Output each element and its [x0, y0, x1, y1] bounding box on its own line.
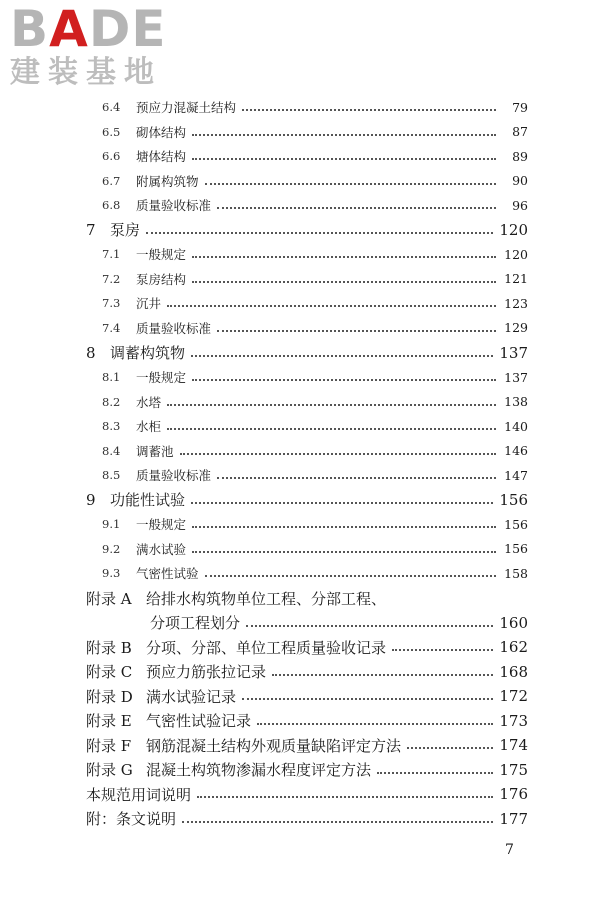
- toc-entry-page: 123: [504, 295, 528, 311]
- toc-entry-page: 147: [504, 467, 528, 483]
- toc-entry-page: 168: [499, 662, 528, 681]
- toc-entry-title: 沉井: [136, 296, 162, 312]
- toc-entry[interactable]: [102, 121, 528, 143]
- toc-entry-title: 预应力筋张拉记录: [146, 663, 267, 682]
- dot-leader: [167, 428, 496, 430]
- toc-entry[interactable]: [86, 587, 528, 609]
- toc-entry-page: 177: [499, 809, 528, 828]
- toc-entry[interactable]: [150, 612, 528, 634]
- logo: [10, 0, 185, 90]
- toc-entry-number: 附录 C: [86, 663, 133, 682]
- toc-entry-page: 138: [504, 394, 528, 410]
- toc-entry-page: 156: [499, 490, 528, 509]
- dot-leader: [182, 821, 493, 823]
- dot-leader: [217, 477, 496, 479]
- toc-entry-title: 预应力混凝土结构: [136, 100, 237, 115]
- toc-entry-page: 146: [504, 443, 528, 459]
- toc-entry[interactable]: [102, 464, 528, 486]
- toc-entry-number: 附录 G: [86, 761, 133, 780]
- toc-entry-page: 120: [499, 220, 528, 239]
- toc-entry-title: 调蓄构筑物: [110, 344, 186, 362]
- toc-entry-page: 156: [504, 541, 528, 557]
- dot-leader: [192, 134, 496, 136]
- page-number: 7: [505, 842, 514, 858]
- dot-leader: [180, 453, 496, 455]
- toc-entry-number: 7.4: [102, 320, 121, 335]
- dot-leader: [191, 502, 493, 504]
- toc-entry[interactable]: [86, 710, 528, 732]
- toc-entry-number: 9.3: [102, 566, 121, 581]
- dot-leader: [167, 404, 496, 406]
- dot-leader: [205, 183, 496, 185]
- toc-entry-number: 6.6: [102, 149, 121, 164]
- toc-entry-title: 水塔: [136, 394, 162, 410]
- dot-leader: [192, 551, 496, 553]
- toc-entry-title: 塘体结构: [136, 149, 187, 165]
- toc-entry-title: 泵房结构: [136, 271, 187, 287]
- toc-entry[interactable]: [86, 783, 528, 805]
- toc-entry-number: 6.8: [102, 198, 121, 213]
- toc-entry-number: 8: [86, 343, 96, 362]
- toc-entry-number: 9: [86, 490, 96, 509]
- toc-entry-title: 气密性试验: [136, 566, 199, 582]
- toc-entry[interactable]: [102, 317, 528, 339]
- toc-entry[interactable]: [86, 219, 528, 241]
- toc-entry-title: 泵房: [110, 221, 141, 240]
- toc-entry[interactable]: [102, 243, 528, 265]
- toc-entry-number: 7.3: [102, 296, 121, 311]
- toc-entry-page: 87: [512, 124, 528, 140]
- toc-entry-title: 分项工程划分: [150, 614, 241, 633]
- toc-entry[interactable]: [102, 513, 528, 535]
- toc-entry[interactable]: [102, 268, 528, 290]
- toc-entry-title: 附属构筑物: [136, 173, 199, 189]
- toc-entry-number: 7: [86, 220, 96, 239]
- toc-entry-number: 8.2: [102, 394, 121, 409]
- toc-entry-page: 162: [499, 638, 528, 657]
- toc-entry-title: 功能性试验: [110, 491, 186, 510]
- dot-leader: [192, 158, 496, 160]
- dot-leader: [377, 772, 493, 774]
- toc-entry-page: 137: [499, 343, 528, 362]
- toc-entry-page: 174: [499, 736, 528, 755]
- dot-leader: [146, 232, 493, 234]
- toc-entry-title: 混凝土构筑物渗漏水程度评定方法: [146, 761, 372, 780]
- dot-leader: [272, 674, 493, 676]
- toc-entry-number: 附录 A: [86, 589, 132, 608]
- dot-leader: [246, 625, 493, 627]
- toc-entry-number: 附录 D: [86, 687, 133, 706]
- logo-wordmark: BADE: [10, 0, 167, 58]
- toc-entry-number: 7.2: [102, 271, 121, 286]
- dot-leader: [192, 526, 496, 528]
- toc-entry-title: 附：条文说明: [86, 810, 177, 829]
- toc-entry[interactable]: [102, 145, 528, 167]
- toc-entry-number: 8.3: [102, 419, 121, 434]
- toc-entry-number: 8.5: [102, 468, 121, 483]
- toc-entry-page: 137: [504, 369, 528, 385]
- toc-entry-title: 一般规定: [136, 247, 187, 263]
- toc-entry-number: 6.5: [102, 124, 121, 139]
- toc-entry-page: 120: [504, 246, 528, 262]
- toc-entry-title: 质量验收标准: [136, 468, 212, 484]
- toc-entry-page: 160: [499, 613, 528, 632]
- toc-entry-number: 7.1: [102, 247, 121, 262]
- toc-entry-page: 175: [499, 760, 528, 779]
- toc-entry[interactable]: [86, 759, 528, 781]
- toc-entry-title: 满水试验: [136, 541, 187, 557]
- toc-entry[interactable]: [102, 391, 528, 413]
- toc-entry-number: 6.7: [102, 173, 121, 188]
- toc-entry[interactable]: [86, 342, 528, 364]
- toc-entry-page: 89: [512, 148, 528, 164]
- toc-entry[interactable]: [102, 415, 528, 437]
- toc-entry-page: 96: [512, 197, 528, 213]
- toc-entry-number: 附录 F: [86, 736, 132, 755]
- toc-entry-page: 121: [504, 271, 528, 287]
- dot-leader: [167, 305, 496, 307]
- dot-leader: [392, 649, 493, 651]
- dot-leader: [192, 379, 496, 381]
- toc-entry-title: 质量验收标准: [136, 198, 212, 214]
- toc-entry-title: 分项、分部、单位工程质量验收记录: [146, 638, 387, 657]
- toc-entry-page: 140: [504, 418, 528, 434]
- dot-leader: [242, 109, 496, 111]
- toc-entry[interactable]: [86, 661, 528, 683]
- toc-entry-title: 给排水构筑物单位工程、分部工程、: [146, 589, 387, 608]
- toc-entry-number: 6.4: [102, 100, 121, 114]
- toc-entry[interactable]: [86, 808, 528, 830]
- dot-leader: [407, 747, 493, 749]
- toc-entry-number: 附录 B: [86, 638, 132, 657]
- toc-entry-page: 158: [504, 565, 528, 581]
- dot-leader: [192, 256, 496, 258]
- toc-entry-page: 79: [512, 99, 528, 115]
- toc-entry-title: 砌体结构: [136, 124, 187, 140]
- toc-entry-number: 9.1: [102, 517, 121, 532]
- toc-entry-title: 满水试验记录: [146, 687, 237, 706]
- toc-entry-title: 质量验收标准: [136, 320, 212, 336]
- toc-entry-title: 本规范用词说明: [86, 785, 192, 804]
- dot-leader: [257, 723, 493, 725]
- dot-leader: [242, 698, 493, 700]
- toc-entry-title: 一般规定: [136, 517, 187, 533]
- dot-leader: [205, 575, 496, 577]
- dot-leader: [197, 796, 493, 798]
- toc-entry-number: 8.4: [102, 443, 121, 458]
- toc-entry-title: 调蓄池: [136, 443, 174, 459]
- toc-entry[interactable]: [86, 636, 528, 658]
- toc-entry[interactable]: [86, 489, 528, 511]
- toc-entry[interactable]: [102, 292, 528, 314]
- toc-entry[interactable]: [102, 96, 528, 118]
- toc-entry-page: 156: [504, 516, 528, 532]
- toc-entry[interactable]: [102, 538, 528, 560]
- toc-entry-page: 90: [512, 173, 528, 189]
- toc-entry[interactable]: [102, 562, 528, 584]
- dot-leader: [217, 330, 496, 332]
- dot-leader: [217, 207, 496, 209]
- dot-leader: [191, 355, 493, 357]
- toc-entry-title: 钢筋混凝土结构外观质量缺陷评定方法: [146, 736, 402, 755]
- toc-entry[interactable]: [86, 685, 528, 707]
- toc-entry-number: 附录 E: [86, 712, 132, 731]
- dot-leader: [192, 281, 496, 283]
- toc-entry[interactable]: [102, 170, 528, 192]
- toc-entry-page: 173: [499, 711, 528, 730]
- toc-entry-title: 水柜: [136, 419, 162, 435]
- toc-entry[interactable]: [102, 194, 528, 216]
- logo-chinese: 建装基地: [10, 55, 162, 90]
- toc-entry[interactable]: [86, 734, 528, 756]
- toc-entry[interactable]: [102, 440, 528, 462]
- toc-entry-page: 129: [504, 320, 528, 336]
- toc-entry-page: 176: [499, 785, 528, 804]
- toc-entry-page: 172: [499, 687, 528, 706]
- toc-entry[interactable]: [102, 366, 528, 388]
- toc-entry-number: 8.1: [102, 370, 121, 385]
- toc-entry-number: 9.2: [102, 541, 121, 556]
- toc-entry-title: 气密性试验记录: [146, 712, 252, 731]
- toc-entry-title: 一般规定: [136, 370, 187, 386]
